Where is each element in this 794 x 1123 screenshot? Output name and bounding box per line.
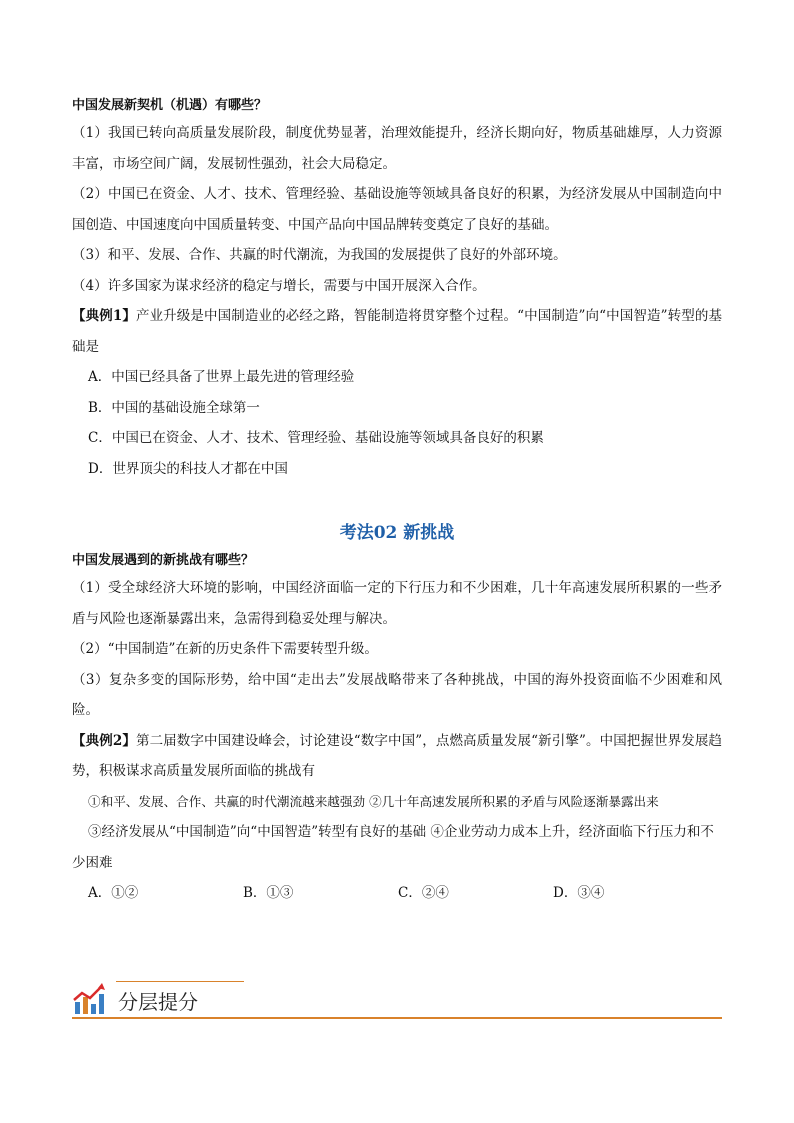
example-2-statements-1: ①和平、发展、合作、共赢的时代潮流越来越强劲 ②几十年高速发展所积累的矛盾与风险逐渐暴露出来 bbox=[88, 793, 659, 809]
example-1-option-a: A．中国已经具备了世界上最先进的管理经验 bbox=[88, 369, 355, 385]
point-1: （1）我国已转向高质量发展阶段，制度优势显著，治理效能提升，经济长期向好，物质基础雄厚，人力资源丰富，市场空间广阔，发展韧性强劲，社会大局稳定。 bbox=[72, 125, 722, 172]
example-2-statements-2: ③经济发展从“中国制造”向“中国智造”转型有良好的基础 ④企业劳动力成本上升，经济面临下行压力和不少困难 bbox=[72, 824, 714, 871]
question-challenges: 中国发展遇到的新挑战有哪些？ bbox=[72, 553, 255, 568]
banner-top-rule bbox=[116, 981, 244, 982]
challenge-point-1: （1）受全球经济大环境的影响，中国经济面临一定的下行压力和不少困难，几十年高速发展所积累的一些矛盾与风险也逐渐暴露出来，急需得到稳妥处理与解决。 bbox=[72, 580, 722, 627]
example-2-stem bbox=[72, 726, 722, 787]
challenge-point-3: （3）复杂多变的国际形势，给中国“走出去”发展战略带来了各种挑战，中国的海外投资面临不少困难和风险。 bbox=[72, 671, 722, 718]
banner-underline bbox=[72, 1017, 722, 1019]
challenge-point-2: （2）“中国制造”在新的历史条件下需要转型升级。 bbox=[72, 641, 378, 657]
rising-chart-icon bbox=[72, 982, 106, 1016]
section-heading-challenges: 考法02 新挑战 bbox=[339, 523, 455, 543]
point-2: （2）中国已在资金、人才、技术、管理经验、基础设施等领域具备良好的积累，为经济发展从中国制造向中国创造、中国速度向中国质量转变、中国产品向中国品牌转变奠定了良好的基础。 bbox=[72, 186, 722, 233]
banner-title: 分层提分 bbox=[118, 990, 198, 1014]
example-1-option-d: D．世界顶尖的科技人才都在中国 bbox=[88, 460, 288, 477]
example-2-option-c: C．②④ bbox=[398, 885, 449, 901]
example-1-stem bbox=[72, 301, 722, 362]
question-opportunities: 中国发展新契机（机遇）有哪些？ bbox=[72, 98, 268, 113]
section-banner bbox=[72, 980, 722, 1020]
example-1-option-c: C．中国已在资金、人才、技术、管理经验、基础设施等领域具备良好的积累 bbox=[88, 430, 544, 446]
point-4: （4）许多国家为谋求经济的稳定与增长，需要与中国开展深入合作。 bbox=[72, 277, 486, 294]
point-3: （3）和平、发展、合作、共赢的时代潮流，为我国的发展提供了良好的外部环境。 bbox=[72, 247, 567, 263]
example-2-text: 第二届数字中国建设峰会，讨论建设“数字中国”，点燃高质量发展“新引擎”。中国把握世界发展趋势，积极谋求高质量发展所面临的挑战有 bbox=[72, 732, 722, 779]
example-1-option-b: B．中国的基础设施全球第一 bbox=[88, 399, 260, 416]
example-2-tag: 【典例2】 bbox=[72, 732, 136, 749]
example-2-option-d: D．③④ bbox=[553, 885, 605, 901]
example-1-text: 产业升级是中国制造业的必经之路，智能制造将贯穿整个过程。“中国制造”向“中国智造”转型的基础是 bbox=[72, 308, 722, 355]
example-1-tag: 【典例1】 bbox=[72, 308, 136, 324]
example-2-options bbox=[72, 878, 722, 909]
document-body bbox=[72, 96, 722, 909]
example-2-option-a: A．①② bbox=[88, 885, 139, 901]
example-2-option-b: B．①③ bbox=[243, 885, 294, 901]
